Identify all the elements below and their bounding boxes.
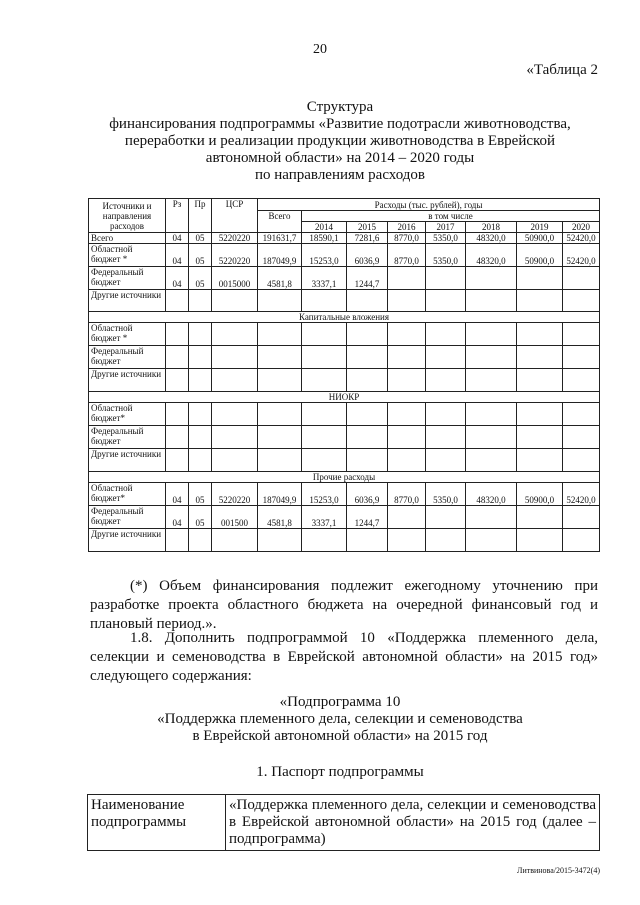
cell-y2018 xyxy=(466,323,517,346)
cell-total xyxy=(258,403,302,426)
cell-y2018 xyxy=(466,290,517,312)
cell-y2014: 15253,0 xyxy=(302,483,347,506)
cell-y2015 xyxy=(347,449,388,472)
cell-rz xyxy=(166,290,189,312)
cell-y2015 xyxy=(347,529,388,552)
cell-rz: 04 xyxy=(166,244,189,267)
cell-total: 187049,9 xyxy=(258,483,302,506)
cell-y2017 xyxy=(426,267,466,290)
header-rz: Рз xyxy=(166,199,189,233)
table-row xyxy=(89,290,600,312)
cell-y2015 xyxy=(347,323,388,346)
section-title: НИОКР xyxy=(89,392,600,403)
cell-y2015: 1244,7 xyxy=(347,267,388,290)
cell-y2014 xyxy=(302,426,347,449)
cell-y2018 xyxy=(466,267,517,290)
cell-y2017: 5350,0 xyxy=(426,244,466,267)
section-row xyxy=(89,312,600,323)
cell-y2019 xyxy=(517,267,563,290)
table-row xyxy=(89,506,600,529)
cell-y2016: 8770,0 xyxy=(388,244,426,267)
cell-y2018 xyxy=(466,346,517,369)
cell-y2014 xyxy=(302,323,347,346)
cell-y2015: 1244,7 xyxy=(347,506,388,529)
cell-pr xyxy=(189,403,212,426)
footer-reference: Литвинова/2015-3472(4) xyxy=(517,866,600,875)
cell-y2017 xyxy=(426,426,466,449)
cell-total: 187049,9 xyxy=(258,244,302,267)
passport-row xyxy=(88,795,600,851)
cell-y2015 xyxy=(347,290,388,312)
cell-y2016 xyxy=(388,267,426,290)
cell-y2014: 3337,1 xyxy=(302,267,347,290)
cell-y2019 xyxy=(517,403,563,426)
cell-y2014 xyxy=(302,529,347,552)
cell-y2018 xyxy=(466,403,517,426)
table-row xyxy=(89,267,600,290)
table-row xyxy=(89,483,600,506)
subprogram-title xyxy=(60,694,620,745)
header-pr: Пр xyxy=(189,199,212,233)
header-source: Источники и направления расходов xyxy=(89,199,166,233)
cell-total xyxy=(258,449,302,472)
header-year: 2015 xyxy=(347,222,388,233)
cell-y2015: 6036,9 xyxy=(347,483,388,506)
cell-csr: 001500 xyxy=(212,506,258,529)
cell-total xyxy=(258,369,302,392)
table-row xyxy=(89,449,600,472)
cell-y2020 xyxy=(563,267,600,290)
cell-y2016 xyxy=(388,426,426,449)
cell-rz: 04 xyxy=(166,267,189,290)
cell-y2018 xyxy=(466,369,517,392)
cell-rz xyxy=(166,346,189,369)
cell-y2016 xyxy=(388,506,426,529)
cell-y2020: 52420,0 xyxy=(563,233,600,244)
row-label: Федеральный бюджет xyxy=(89,426,166,449)
cell-y2016 xyxy=(388,323,426,346)
table-row xyxy=(89,323,600,346)
cell-y2020 xyxy=(563,449,600,472)
cell-y2017 xyxy=(426,290,466,312)
cell-y2016 xyxy=(388,449,426,472)
cell-total xyxy=(258,426,302,449)
cell-rz xyxy=(166,449,189,472)
cell-y2015 xyxy=(347,403,388,426)
cell-y2014 xyxy=(302,403,347,426)
cell-y2019: 50900,0 xyxy=(517,233,563,244)
header-year: 2018 xyxy=(466,222,517,233)
row-label: Другие источники xyxy=(89,290,166,312)
table-row xyxy=(89,346,600,369)
cell-csr xyxy=(212,290,258,312)
cell-y2014: 15253,0 xyxy=(302,244,347,267)
passport-name-value: «Поддержка племенного дела, селекции и семеноводства в Еврейской автономной области» на 2015 год (далее – подпрограмма) xyxy=(226,795,600,851)
cell-y2020 xyxy=(563,529,600,552)
cell-rz xyxy=(166,323,189,346)
cell-total xyxy=(258,346,302,369)
cell-y2014 xyxy=(302,290,347,312)
cell-y2019 xyxy=(517,529,563,552)
cell-y2015 xyxy=(347,426,388,449)
cell-y2017 xyxy=(426,323,466,346)
header-total: Всего xyxy=(258,211,302,233)
table-reference: «Таблица 2 xyxy=(526,62,598,78)
cell-csr: 5220220 xyxy=(212,483,258,506)
cell-rz xyxy=(166,529,189,552)
cell-total: 191631,7 xyxy=(258,233,302,244)
cell-y2019 xyxy=(517,323,563,346)
amendment-text: 1.8. Дополнить подпрограммой 10 «Поддержка племенного дела, селекции и семеноводства в Еврейской автономной области» на 2015 год» следующего содержания: xyxy=(90,630,598,684)
cell-y2019 xyxy=(517,290,563,312)
cell-pr xyxy=(189,290,212,312)
title-line-5: по направлениям расходов xyxy=(254,167,425,183)
row-label: Другие источники xyxy=(89,449,166,472)
cell-total xyxy=(258,529,302,552)
cell-y2019 xyxy=(517,369,563,392)
cell-y2020 xyxy=(563,426,600,449)
cell-y2014 xyxy=(302,346,347,369)
row-label: Областной бюджет * xyxy=(89,244,166,267)
cell-y2020: 52420,0 xyxy=(563,244,600,267)
passport-heading: 1. Паспорт подпрограммы xyxy=(256,764,424,780)
table-title xyxy=(60,99,620,184)
table-row xyxy=(89,426,600,449)
cell-y2016 xyxy=(388,529,426,552)
cell-csr: 5220220 xyxy=(212,244,258,267)
cell-csr xyxy=(212,426,258,449)
cell-csr xyxy=(212,403,258,426)
header-year: 2014 xyxy=(302,222,347,233)
cell-csr xyxy=(212,449,258,472)
row-label: Областной бюджет * xyxy=(89,323,166,346)
header-year: 2020 xyxy=(563,222,600,233)
cell-y2016 xyxy=(388,369,426,392)
header-year: 2019 xyxy=(517,222,563,233)
cell-y2020 xyxy=(563,323,600,346)
cell-y2018: 48320,0 xyxy=(466,233,517,244)
table-row xyxy=(89,403,600,426)
cell-total xyxy=(258,290,302,312)
cell-y2017 xyxy=(426,506,466,529)
cell-rz: 04 xyxy=(166,506,189,529)
subprogram-line-1: «Подпрограмма 10 xyxy=(279,694,401,710)
cell-y2016 xyxy=(388,346,426,369)
title-line-1: Структура xyxy=(306,99,374,115)
row-label: Областной бюджет* xyxy=(89,403,166,426)
header-year: 2017 xyxy=(426,222,466,233)
cell-y2020 xyxy=(563,506,600,529)
table-row xyxy=(89,244,600,267)
section-title: Капитальные вложения xyxy=(89,312,600,323)
cell-y2018: 48320,0 xyxy=(466,483,517,506)
row-label: Другие источники xyxy=(89,529,166,552)
cell-y2017 xyxy=(426,369,466,392)
cell-rz: 04 xyxy=(166,233,189,244)
cell-y2014: 3337,1 xyxy=(302,506,347,529)
cell-csr: 0015000 xyxy=(212,267,258,290)
cell-csr xyxy=(212,346,258,369)
row-label: Всего xyxy=(89,233,166,244)
cell-y2014 xyxy=(302,449,347,472)
cell-rz xyxy=(166,426,189,449)
cell-total xyxy=(258,323,302,346)
cell-y2019 xyxy=(517,346,563,369)
title-line-4: автономной области» на 2014 – 2020 годы xyxy=(205,150,475,166)
cell-y2016 xyxy=(388,290,426,312)
footnote: (*) Объем финансирования подлежит ежегодному уточнению при разработке проекта областного бюджета на очередной финансовый год и плановый период.». xyxy=(90,578,598,632)
cell-y2020 xyxy=(563,369,600,392)
cell-pr xyxy=(189,529,212,552)
cell-y2020 xyxy=(563,403,600,426)
subprogram-line-3: в Еврейской автономной области» на 2015 год xyxy=(192,728,488,744)
cell-pr: 05 xyxy=(189,244,212,267)
cell-y2014: 18590,1 xyxy=(302,233,347,244)
cell-y2015 xyxy=(347,369,388,392)
cell-pr xyxy=(189,323,212,346)
cell-csr: 5220220 xyxy=(212,233,258,244)
table-row xyxy=(89,369,600,392)
title-line-3: переработки и реализации продукции животноводства в Еврейской xyxy=(124,133,556,149)
cell-rz xyxy=(166,403,189,426)
cell-pr xyxy=(189,346,212,369)
header-year: 2016 xyxy=(388,222,426,233)
cell-y2018 xyxy=(466,426,517,449)
cell-pr xyxy=(189,426,212,449)
cell-y2018: 48320,0 xyxy=(466,244,517,267)
cell-y2018 xyxy=(466,449,517,472)
cell-csr xyxy=(212,369,258,392)
cell-y2015: 6036,9 xyxy=(347,244,388,267)
passport-table xyxy=(87,794,600,851)
cell-y2017: 5350,0 xyxy=(426,233,466,244)
cell-y2019: 50900,0 xyxy=(517,244,563,267)
cell-csr xyxy=(212,529,258,552)
passport-name-label: Наименование подпрограммы xyxy=(88,795,226,851)
cell-y2014 xyxy=(302,369,347,392)
cell-pr: 05 xyxy=(189,233,212,244)
page-number: 20 xyxy=(313,42,327,57)
cell-y2015: 7281,6 xyxy=(347,233,388,244)
section-row xyxy=(89,472,600,483)
cell-y2017: 5350,0 xyxy=(426,483,466,506)
subprogram-line-2: «Поддержка племенного дела, селекции и семеноводства xyxy=(157,711,523,727)
cell-y2019: 50900,0 xyxy=(517,483,563,506)
cell-y2018 xyxy=(466,529,517,552)
section-row xyxy=(89,392,600,403)
cell-y2017 xyxy=(426,449,466,472)
table-row xyxy=(89,529,600,552)
header-csr: ЦСР xyxy=(212,199,258,233)
cell-total: 4581,8 xyxy=(258,506,302,529)
cell-pr: 05 xyxy=(189,483,212,506)
cell-pr: 05 xyxy=(189,267,212,290)
header-including: в том числе xyxy=(302,211,600,222)
cell-y2016 xyxy=(388,403,426,426)
table-row xyxy=(89,233,600,244)
row-label: Другие источники xyxy=(89,369,166,392)
cell-y2016: 8770,0 xyxy=(388,483,426,506)
cell-y2019 xyxy=(517,506,563,529)
cell-csr xyxy=(212,323,258,346)
cell-y2019 xyxy=(517,449,563,472)
cell-rz xyxy=(166,369,189,392)
cell-y2015 xyxy=(347,346,388,369)
cell-y2020 xyxy=(563,290,600,312)
row-label: Федеральный бюджет xyxy=(89,267,166,290)
cell-y2017 xyxy=(426,346,466,369)
cell-rz: 04 xyxy=(166,483,189,506)
cell-y2017 xyxy=(426,529,466,552)
row-label: Федеральный бюджет xyxy=(89,506,166,529)
financing-table xyxy=(88,198,600,552)
cell-y2016: 8770,0 xyxy=(388,233,426,244)
title-line-2: финансирования подпрограммы «Развитие подотрасли животноводства, xyxy=(109,116,571,132)
cell-total: 4581,8 xyxy=(258,267,302,290)
cell-y2017 xyxy=(426,403,466,426)
header-expenses: Расходы (тыс. рублей), годы xyxy=(258,199,600,211)
cell-y2018 xyxy=(466,506,517,529)
cell-y2020 xyxy=(563,346,600,369)
cell-y2019 xyxy=(517,426,563,449)
cell-pr: 05 xyxy=(189,506,212,529)
section-title: Прочие расходы xyxy=(89,472,600,483)
cell-pr xyxy=(189,369,212,392)
row-label: Областной бюджет* xyxy=(89,483,166,506)
row-label: Федеральный бюджет xyxy=(89,346,166,369)
cell-pr xyxy=(189,449,212,472)
cell-y2020: 52420,0 xyxy=(563,483,600,506)
